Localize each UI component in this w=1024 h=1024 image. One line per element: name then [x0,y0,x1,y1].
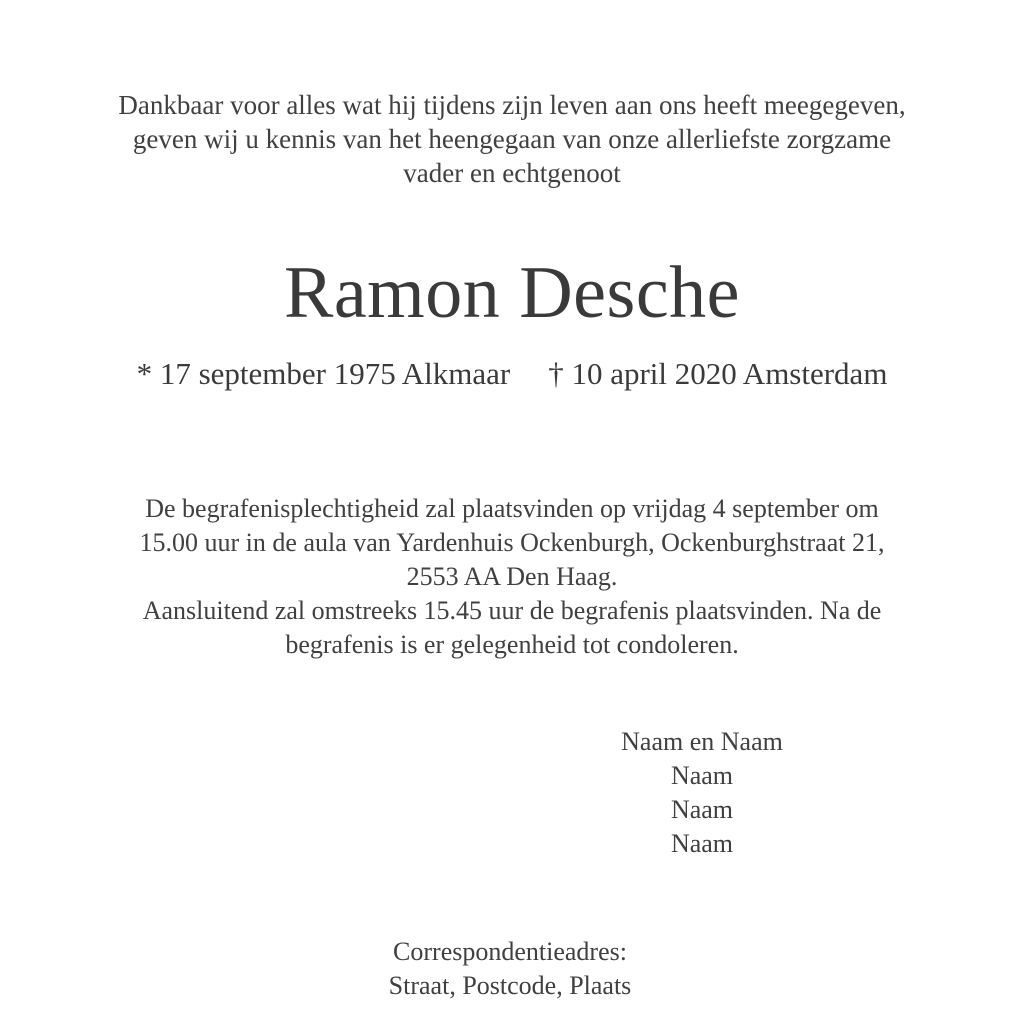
family-name-3: Naam [670,795,734,824]
funeral-line-4: Aansluitend zal omstreeks 15.45 uur de begrafenis plaatsvinden. Na de [142,596,882,625]
family-name-4: Naam [670,829,734,858]
death-date: † 10 april 2020 Amsterdam [548,356,888,391]
funeral-line-5: begrafenis is er gelegenheid tot condoleren. [285,630,739,659]
funeral-line-3: 2553 AA Den Haag. [406,562,618,591]
life-dates [0,358,1024,389]
deceased-name: Ramon Desche [283,252,741,334]
intro-line-2: geven wij u kennis van het heengegaan van onze allerliefste zorgzame [132,124,892,154]
birth-date: * 17 september 1975 Alkmaar [136,356,511,391]
family-name-2: Naam [670,761,734,790]
family-name-1: Naam en Naam [621,727,783,756]
correspondence-address: Straat, Postcode, Plaats [388,971,632,1000]
intro-line-3: vader en echtgenoot [403,158,621,188]
funeral-line-2: 15.00 uur in de aula van Yardenhuis Ockenburgh, Ockenburghstraat 21, [139,528,885,557]
funeral-line-1: De begrafenisplechtigheid zal plaatsvinden op vrijdag 4 september om [145,494,879,523]
correspondence-label: Correspondentieadres: [393,937,627,966]
intro-line-1: Dankbaar voor alles wat hij tijdens zijn leven aan ons heeft meegegeven, [118,90,906,120]
